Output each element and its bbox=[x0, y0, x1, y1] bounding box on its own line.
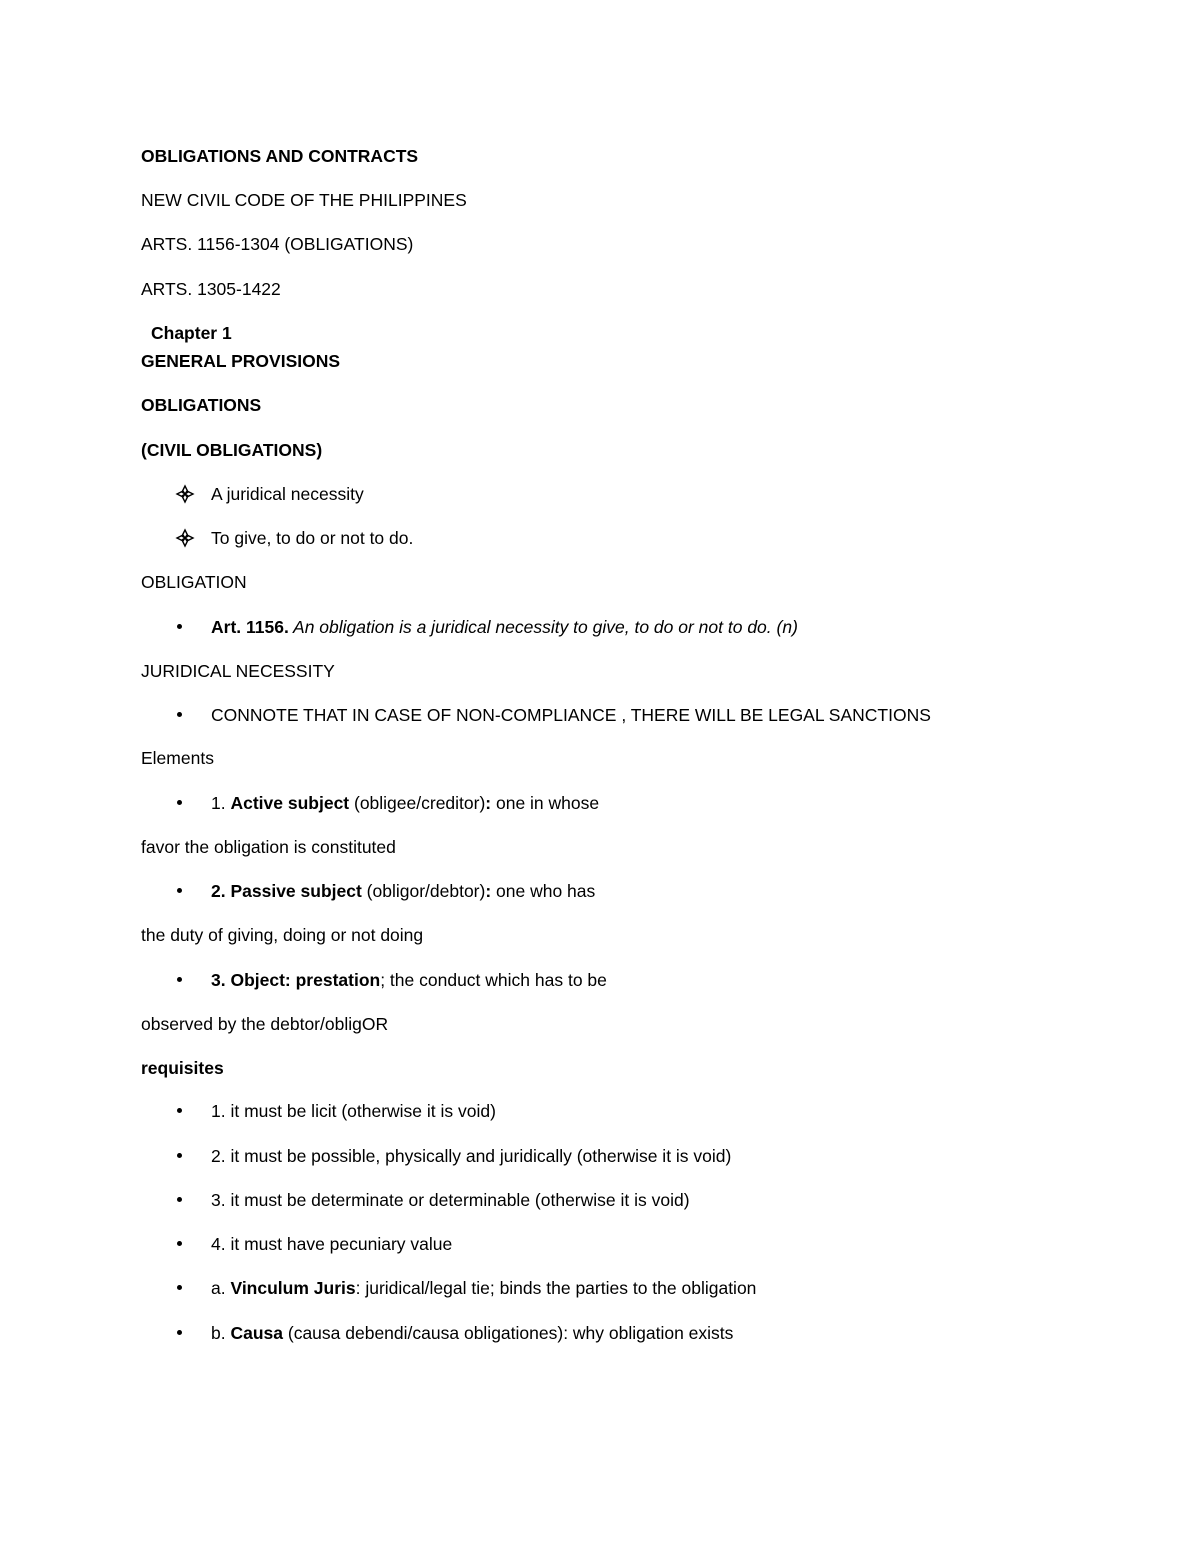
vinculum-juris-item bbox=[211, 1277, 756, 1299]
bullet-icon bbox=[177, 1153, 182, 1158]
bullet-icon bbox=[177, 624, 182, 629]
requisite-item: 3. it must be determinate or determinable (otherwise it is void) bbox=[211, 1190, 690, 1210]
element-passive-subject bbox=[211, 880, 595, 902]
diamond-bullet-icon bbox=[174, 483, 196, 505]
document-subtitle: NEW CIVIL CODE OF THE PHILIPPINES bbox=[141, 190, 467, 210]
element-term: 2. Passive subject bbox=[211, 881, 362, 901]
requisite-item: 2. it must be possible, physically and juridically (otherwise it is void) bbox=[211, 1146, 732, 1166]
element-term: Active subject bbox=[230, 793, 350, 813]
bullet-icon bbox=[177, 712, 182, 717]
diamond-item-juridical-necessity: A juridical necessity bbox=[211, 484, 364, 504]
article-1156 bbox=[211, 616, 798, 638]
bullet-icon bbox=[177, 1285, 182, 1290]
obligations-heading: OBLIGATIONS bbox=[141, 395, 262, 415]
juridical-necessity-heading: JURIDICAL NECESSITY bbox=[141, 661, 335, 681]
elements-heading: Elements bbox=[141, 748, 214, 768]
element-parenthetical: (obligor/debtor) bbox=[361, 881, 486, 901]
element-number: 1. bbox=[211, 793, 231, 813]
article-suffix: (n) bbox=[771, 617, 798, 637]
juridical-necessity-item: CONNOTE THAT IN CASE OF NON-COMPLIANCE , THERE WILL BE LEGAL SANCTIONS bbox=[211, 705, 931, 725]
element-description: one in whose bbox=[491, 793, 600, 813]
bullet-icon bbox=[177, 888, 182, 893]
requisite-item: 1. it must be licit (otherwise it is void) bbox=[211, 1101, 496, 1121]
item-description: (causa debendi/causa obligationes): why obligation exists bbox=[283, 1323, 734, 1343]
element-description: one who has bbox=[491, 881, 596, 901]
item-prefix: a. bbox=[211, 1278, 231, 1298]
causa-item bbox=[211, 1322, 733, 1344]
bullet-icon bbox=[177, 1197, 182, 1202]
bullet-icon bbox=[177, 977, 182, 982]
obligation-heading: OBLIGATION bbox=[141, 572, 247, 592]
element-parenthetical: (obligee/creditor) bbox=[349, 793, 486, 813]
requisites-heading: requisites bbox=[141, 1058, 224, 1078]
element-object-continued: observed by the debtor/obligOR bbox=[141, 1014, 389, 1034]
arts-obligations: ARTS. 1156-1304 (OBLIGATIONS) bbox=[141, 234, 414, 254]
requisite-item: 4. it must have pecuniary value bbox=[211, 1234, 453, 1254]
element-term: 3. Object: prestation bbox=[211, 970, 381, 990]
bullet-icon bbox=[177, 1241, 182, 1246]
item-term: Vinculum Juris bbox=[230, 1278, 356, 1298]
civil-obligations-heading: (CIVIL OBLIGATIONS) bbox=[141, 440, 323, 460]
element-colon: : bbox=[485, 793, 492, 813]
bullet-icon bbox=[177, 800, 182, 805]
general-provisions-heading: GENERAL PROVISIONS bbox=[141, 351, 341, 371]
bullet-icon bbox=[177, 1108, 182, 1113]
element-object bbox=[211, 969, 607, 991]
diamond-bullet-icon bbox=[174, 527, 196, 549]
element-colon: : bbox=[485, 881, 492, 901]
item-description: : juridical/legal tie; binds the parties to the obligation bbox=[355, 1278, 757, 1298]
item-term: Causa bbox=[230, 1323, 283, 1343]
article-text: An obligation is a juridical necessity to give, to do or not to do. bbox=[288, 617, 772, 637]
arts-contracts: ARTS. 1305-1422 bbox=[141, 279, 281, 299]
diamond-item-to-give: To give, to do or not to do. bbox=[211, 528, 414, 548]
element-active-subject-continued: favor the obligation is constituted bbox=[141, 837, 396, 857]
element-passive-subject-continued: the duty of giving, doing or not doing bbox=[141, 925, 424, 945]
article-label: Art. 1156. bbox=[211, 617, 289, 637]
item-prefix: b. bbox=[211, 1323, 231, 1343]
element-description: ; the conduct which has to be bbox=[380, 970, 607, 990]
element-active-subject bbox=[211, 792, 599, 814]
document-title: OBLIGATIONS AND CONTRACTS bbox=[141, 146, 419, 166]
chapter-heading: Chapter 1 bbox=[151, 323, 232, 343]
bullet-icon bbox=[177, 1330, 182, 1335]
